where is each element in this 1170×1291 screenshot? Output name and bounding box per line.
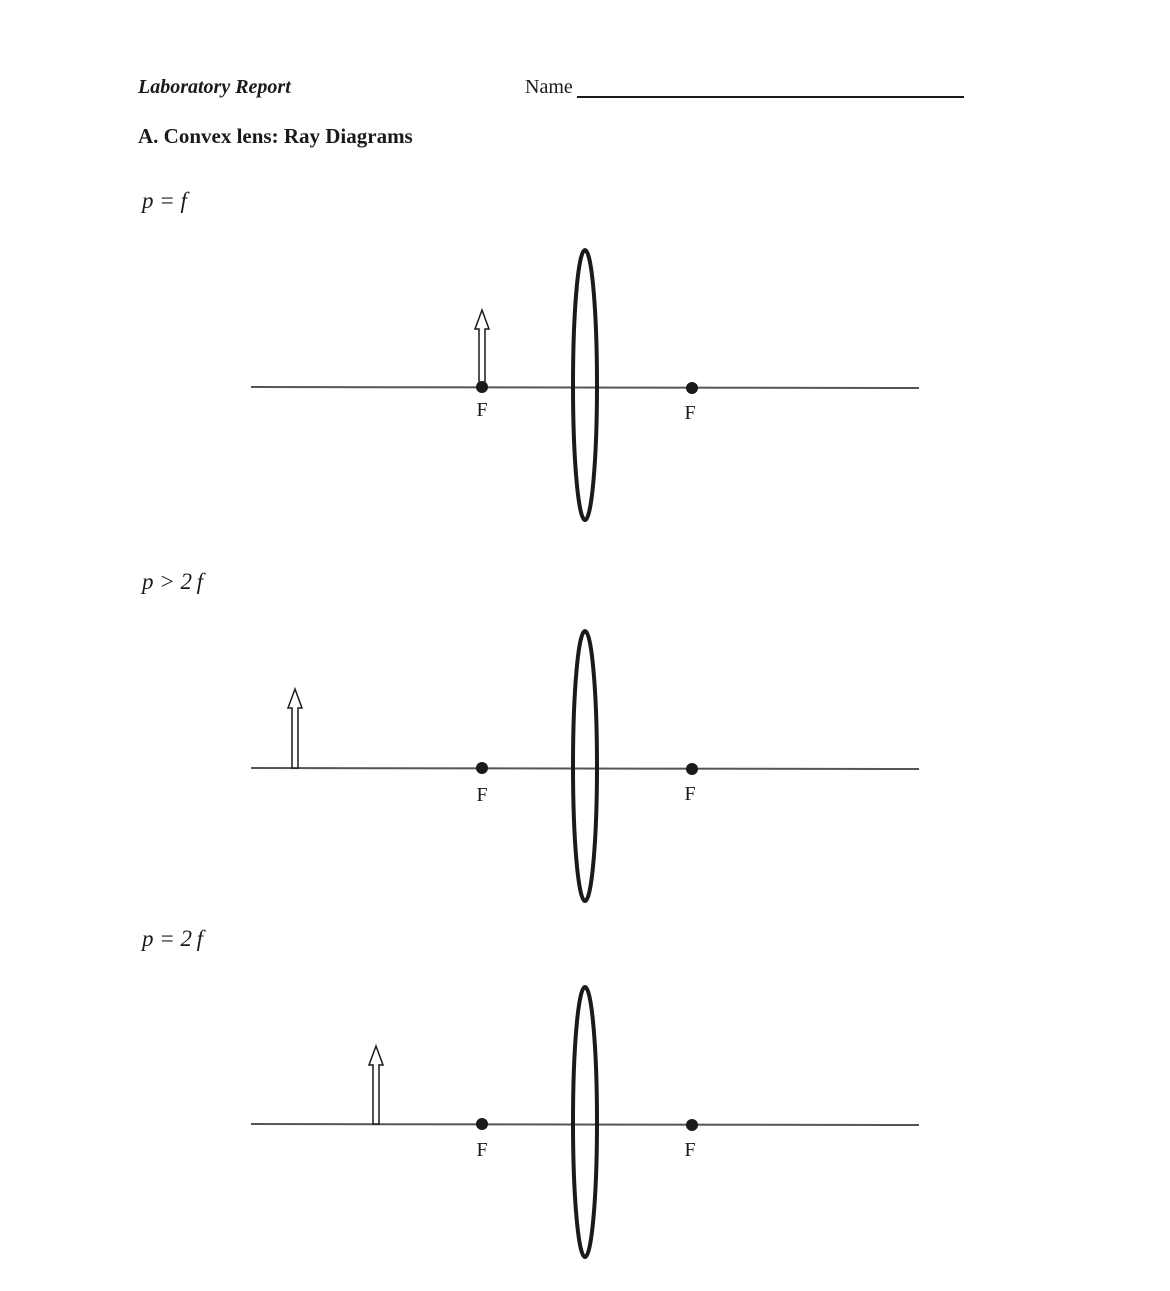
optical-axis — [251, 768, 919, 769]
focal-point-left — [476, 381, 488, 393]
focal-label-left: F — [476, 399, 488, 421]
convex-lens — [573, 987, 597, 1257]
name-label: Name — [525, 76, 573, 98]
optical-axis — [251, 387, 919, 388]
ray-diagram-p-equals-2f[interactable] — [240, 982, 940, 1262]
ray-diagram-p-equals-f[interactable] — [240, 245, 940, 525]
focal-point-right — [686, 1119, 698, 1131]
report-title: Laboratory Report — [138, 76, 291, 98]
focal-point-left — [476, 1118, 488, 1130]
name-field-line[interactable] — [577, 96, 964, 98]
focal-label-right: F — [684, 783, 696, 805]
ray-diagram-p-greater-2f[interactable] — [240, 626, 940, 906]
object-arrow — [288, 689, 302, 768]
focal-point-right — [686, 382, 698, 394]
section-heading: A. Convex lens: Ray Diagrams — [138, 124, 413, 148]
object-arrow — [475, 310, 489, 387]
case-label-p-greater-2f: p > 2 f — [142, 569, 204, 594]
focal-label-right: F — [684, 1139, 696, 1161]
case-label-p-equals-f: p = f — [142, 188, 187, 213]
optical-axis — [251, 1124, 919, 1125]
case-label-p-equals-2f: p = 2 f — [142, 926, 204, 951]
focal-label-left: F — [476, 784, 488, 806]
focal-point-left — [476, 762, 488, 774]
convex-lens — [573, 250, 597, 520]
convex-lens — [573, 631, 597, 901]
focal-point-right — [686, 763, 698, 775]
focal-label-left: F — [476, 1139, 488, 1161]
object-arrow — [369, 1046, 383, 1124]
focal-label-right: F — [684, 402, 696, 424]
